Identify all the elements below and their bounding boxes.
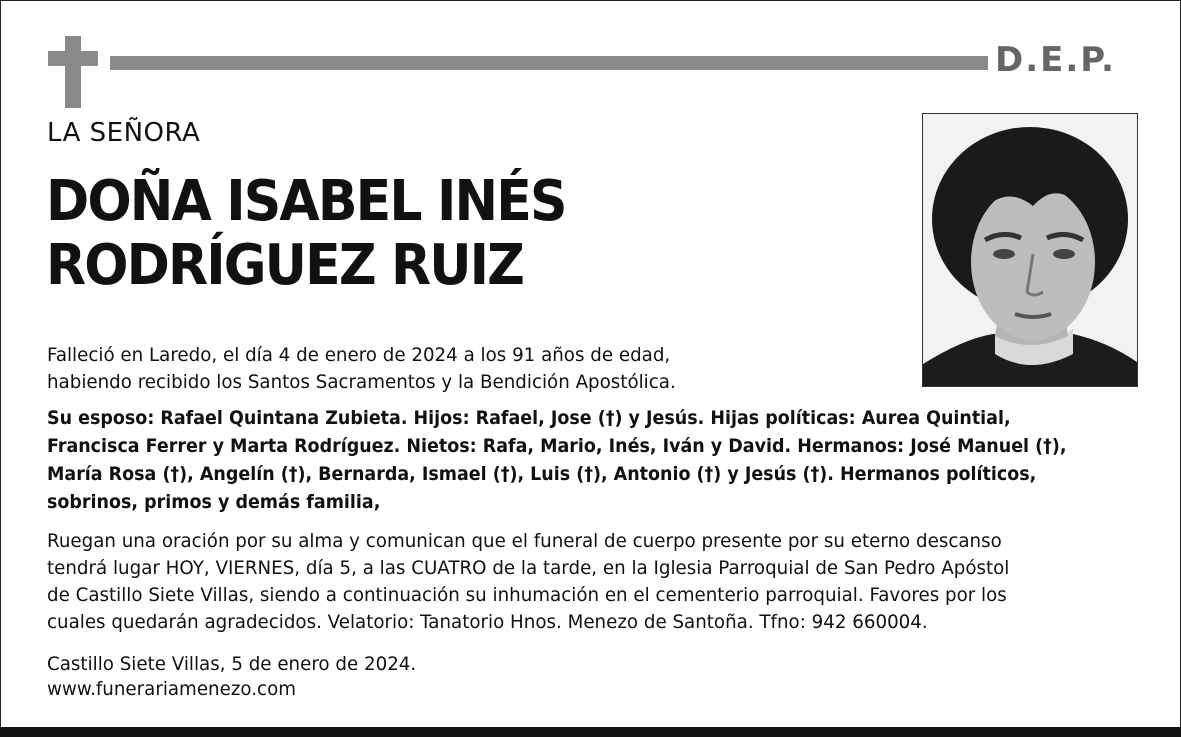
portrait-image [923,114,1137,386]
text-line: Francisca Ferrer y Marta Rodríguez. Nietos: Rafa, Mario, Inés, Iván y David. Hermanos: José Manuel (†), [47,435,1067,457]
footer [47,652,416,702]
deceased-name [46,170,566,298]
text-line: María Rosa (†), Angelín (†), Bernarda, Ismael (†), Luis (†), Antonio (†) y Jesús (†). Hermanos políticos, [47,463,1037,485]
text-line: sobrinos, primos y demás familia, [47,491,381,513]
dep-label: D.E.P. [995,40,1116,80]
intro-label: LA SEÑORA [47,118,201,148]
funeral-announcement [47,528,1009,636]
family-list [47,404,1067,516]
text-line: cuales quedarán agradecidos. Velatorio: Tanatorio Hnos. Menezo de Santoña. Tfno: 942 660004. [47,611,928,633]
header-rule [110,56,988,70]
bottom-bar [0,727,1181,737]
text-line: Falleció en Laredo, el día 4 de enero de 2024 a los 91 años de edad, [47,344,671,366]
place-date: Castillo Siete Villas, 5 de enero de 2024. [47,653,417,675]
website-link[interactable]: www.funerariamenezo.com [47,678,297,700]
text-line: de Castillo Siete Villas, siendo a continuación su inhumación en el cementerio parroquial. Favores por los [47,584,1007,606]
text-line: habiendo recibido los Santos Sacramentos y la Bendición Apostólica. [47,371,676,393]
name-line: DOÑA ISABEL INÉS [46,169,566,234]
portrait-photo [922,113,1138,387]
text-line: tendrá lugar HOY, VIERNES, día 5, a las CUATRO de la tarde, en la Iglesia Parroquial de San Pedro Apóstol [47,557,1010,579]
death-notice [47,342,676,396]
text-line: Su esposo: Rafael Quintana Zubieta. Hijos: Rafael, Jose (†) y Jesús. Hijas políticas: Aurea Quintial, [47,407,1011,429]
name-line: RODRÍGUEZ RUIZ [46,233,524,298]
text-line: Ruegan una oración por su alma y comunican que el funeral de cuerpo presente por su eterno descanso [47,530,1002,552]
cross-icon [0,0,110,112]
